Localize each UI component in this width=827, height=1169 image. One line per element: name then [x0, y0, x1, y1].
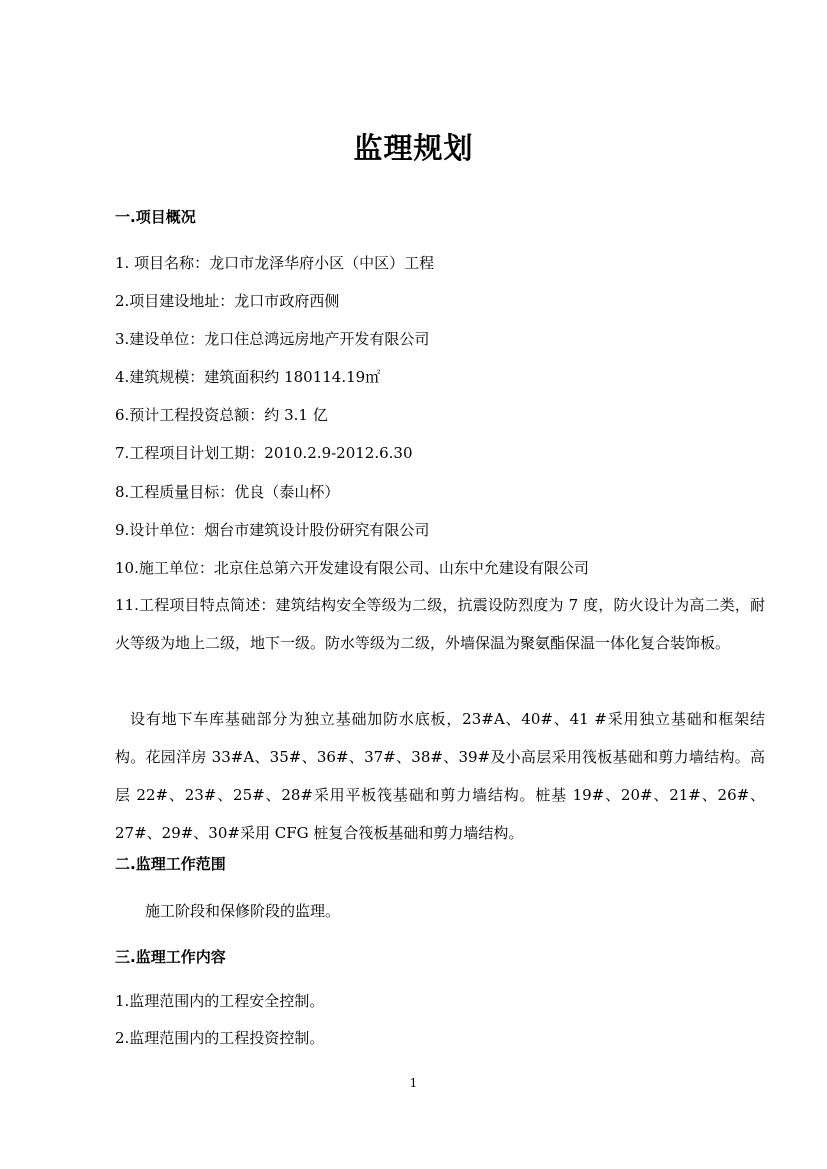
content-item-1: 1.监理范围内的工程安全控制。: [115, 992, 325, 1010]
document-title: 监理规划: [353, 131, 474, 165]
overview-item-6: 6.预计工程投资总额：约 3.1 亿: [115, 406, 328, 424]
overview-item-8: 8.工程质量目标：优良（泰山杯）: [115, 483, 340, 501]
content-item-2: 2.监理范围内的工程投资控制。: [115, 1029, 325, 1047]
overview-item-11: 11.工程项目特点简述：建筑结构安全等级为二级，抗震设防烈度为 7 度，防火设计为高二类，耐火等级为地上二级，地下一级。防水等级为二级，外墙保温为聚氨酯保温一体化复合装饰板。: [115, 596, 765, 652]
section-heading-content: 三.监理工作内容: [115, 948, 226, 966]
overview-item-1: 1. 项目名称：龙口市龙泽华府小区（中区）工程: [115, 254, 435, 272]
overview-item-7: 7.工程项目计划工期：2010.2.9-2012.6.30: [115, 444, 413, 462]
page-number: 1: [409, 1076, 418, 1090]
overview-item-10: 10.施工单位：北京住总第六开发建设有限公司、山东中允建设有限公司: [115, 559, 589, 577]
overview-item-9: 9.设计单位：烟台市建筑设计股份研究有限公司: [115, 521, 430, 539]
overview-item-4: 4.建筑规模：建筑面积约 180114.19㎡: [115, 368, 381, 386]
overview-item-3: 3.建设单位：龙口住总鸿远房地产开发有限公司: [115, 330, 430, 348]
overview-item-2: 2.项目建设地址：龙口市政府西侧: [115, 292, 340, 310]
foundation-paragraph: 设有地下车库基础部分为独立基础加防水底板，23#A、40#、41 #采用独立基础和框架结构。花园洋房 33#A、35#、36#、37#、38#、39#及小高层采用筏板基础和剪力墙结构。高层 22#、23#、25#、28#采用平板筏基础和剪力墙结构。桩基 19#、20#、21#、26#、27#、29#、30#采用 CFG 桩复合筏板基础和剪力墙结构。: [115, 710, 765, 842]
section-heading-overview: 一.项目概况: [115, 208, 196, 226]
section-heading-scope: 二.监理工作范围: [115, 855, 226, 873]
scope-text: 施工阶段和保修阶段的监理。: [145, 902, 341, 920]
